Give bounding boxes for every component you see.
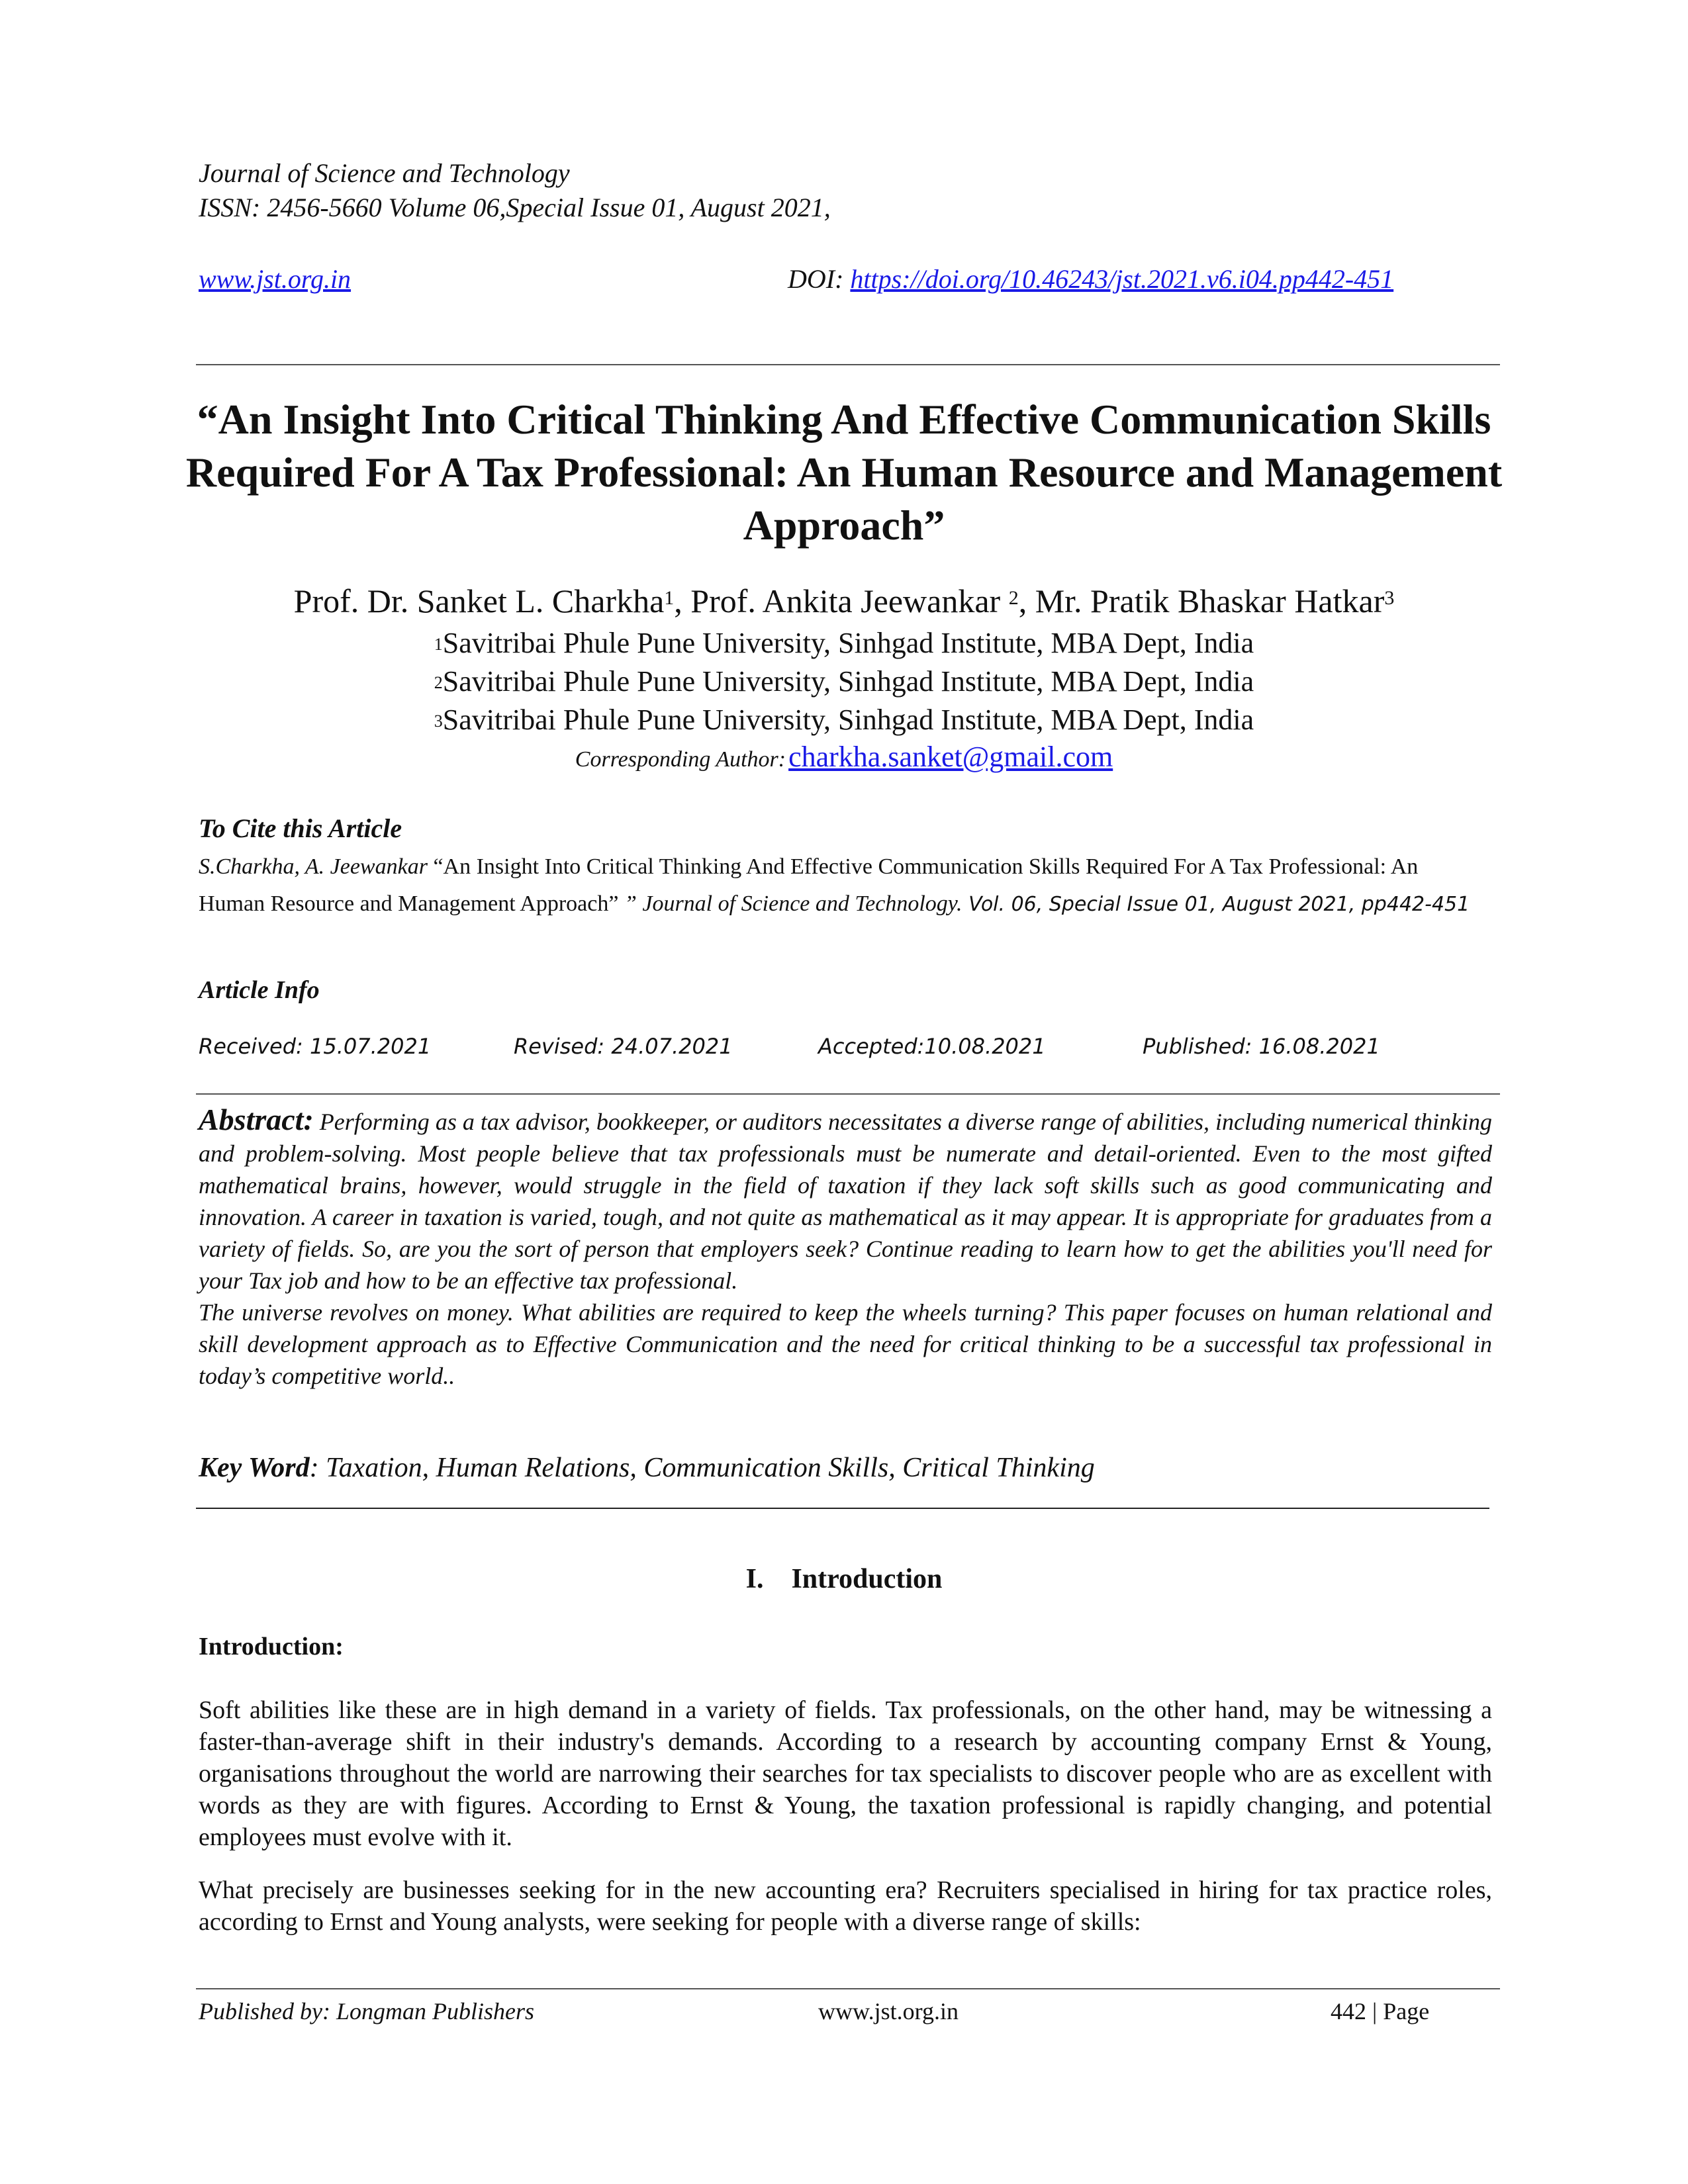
footer-publisher: Published by: Longman Publishers [199,1998,534,2025]
doi-link[interactable]: https://doi.org/10.46243/jst.2021.v6.i04.pp442-451 [850,264,1394,294]
section-heading: I. Introduction [745,1564,943,1594]
abstract-paragraph: The universe revolves on money. What abilities are required to keep the wheels turning? This paper focuses on human relational and skill development approach as to Effective Communication and the need for critical thinking to be a successful tax professional in today’s competitive world.. [199,1299,1492,1389]
journal-name: Journal of Science and Technology [199,158,570,188]
abstract-label: Abstract: [199,1103,314,1136]
author-name: Prof. Ankita Jeewankar [690,582,1009,619]
accepted-date: Accepted:10.08.2021 [818,1034,1046,1059]
issn-line: ISSN: 2456-5660 Volume 06,Special Issue 01, August 2021, [199,193,831,222]
keywords-divider [196,1508,1489,1509]
published-date: Published: 16.08.2021 [1143,1034,1380,1059]
citation-title: “An Insight Into Critical Thinking And Effective Communication Skills Required For A Tax Professional: An Human Resource and Management Approach” [199,854,1419,916]
author-name: Prof. Dr. Sanket L. Charkha [293,582,665,619]
paper-title: “An Insight Into Critical Thinking And Effective Communication Skills Required For A Tax Professional: An Human Resource and Management Approach” [185,396,1503,549]
revised-date: Revised: 24.07.2021 [514,1034,733,1059]
keywords-text: : Taxation, Human Relations, Communication Skills, Critical Thinking [309,1453,1095,1483]
author-affiliation-mark: 2 [1008,587,1019,609]
abstract [199,1104,1492,1392]
cite-heading: To Cite this Article [199,813,402,843]
page-number: 442 | Page [1331,1998,1430,2025]
body-paragraph: Soft abilities like these are in high demand in a variety of fields. Tax professionals, on the other hand, may be witnessing a faster-than-average shift in their industry's demands. According to a research by accounting company Ernst & Young, organisations throughout the world are narrowing their searches for tax specialists to discover people who are as excellent with words as they are with figures. According to Ernst & Young, the taxation professional is rapidly changing, and potential employees must evolve with it. [199,1696,1492,1851]
abstract-text: Performing as a tax advisor, bookkeeper, or auditors necessitates a diverse range of abilities, including numerical thinking and problem-solving. Most people believe that tax professionals must be numerate and detail-oriented. Even to the most gifted mathematical brains, however, would struggle in the field of taxation if they lack soft skills such as good communicating and innovation. A career in taxation is varied, tough, and not quite as mathematical as it may appear. It is appropriate for graduates from a variety of fields. So, are you the sort of person that employers seek? Continue reading to learn how to get the abilities you'll need for your Tax job and how to be an effective tax professional. [199,1109,1492,1294]
doi-label: DOI: [788,264,844,294]
affiliation-line [185,703,1503,737]
affiliation-mark: 1 [434,635,443,654]
affiliation-line [185,626,1503,660]
footer-site: www.jst.org.in [818,1998,959,2025]
article-info-heading: Article Info [199,976,320,1004]
header-divider [196,364,1500,365]
info-divider [196,1093,1500,1095]
corresponding-author [185,740,1503,774]
affiliation-mark: 2 [434,673,443,692]
citation-text [199,848,1489,923]
received-date: Received: 15.07.2021 [199,1034,432,1059]
keywords [199,1452,1095,1484]
journal-website-link[interactable]: www.jst.org.in [199,264,352,294]
intro-label: Introduction: [199,1633,344,1661]
affiliation-mark: 3 [434,711,443,731]
author-affiliation-mark: 1 [664,587,675,609]
corresponding-email-link[interactable]: charkha.sanket@gmail.com [788,741,1113,773]
citation-authors: S.Charkha, A. Jeewankar [199,854,428,879]
doi-block [788,263,1393,295]
author-name: Mr. Pratik Bhaskar Hatkar [1035,582,1385,619]
citation-volume: Vol. 06, Special Issue 01, August 2021, pp442-451 [962,893,1470,916]
affiliation-text: Savitribai Phule Pune University, Sinhgad Institute, MBA Dept, India [442,704,1254,736]
footer-divider [196,1988,1500,1989]
affiliation-line [185,664,1503,699]
keywords-label: Key Word [199,1453,310,1483]
author-list: Prof. Dr. Sanket L. Charkha$^1$, Prof. Ankita Jeewankar $^2$, Mr. Pratik Bhaskar Hatkar$^3$ [293,582,1395,619]
affiliation-text: Savitribai Phule Pune University, Sinhgad Institute, MBA Dept, India [442,665,1254,698]
author-affiliation-mark: 3 [1384,587,1395,609]
citation-journal: ” Journal of Science and Technology. [624,891,962,916]
corresponding-author-label: Corresponding Author: [575,747,786,772]
body-paragraph: What precisely are businesses seeking for in the new accounting era? Recruiters specialised in hiring for tax practice roles, according to Ernst and Young analysts, were seeking for people with a diverse range of skills: [199,1876,1492,1936]
affiliation-text: Savitribai Phule Pune University, Sinhgad Institute, MBA Dept, India [442,627,1254,659]
abstract-paragraph [199,1104,1492,1297]
